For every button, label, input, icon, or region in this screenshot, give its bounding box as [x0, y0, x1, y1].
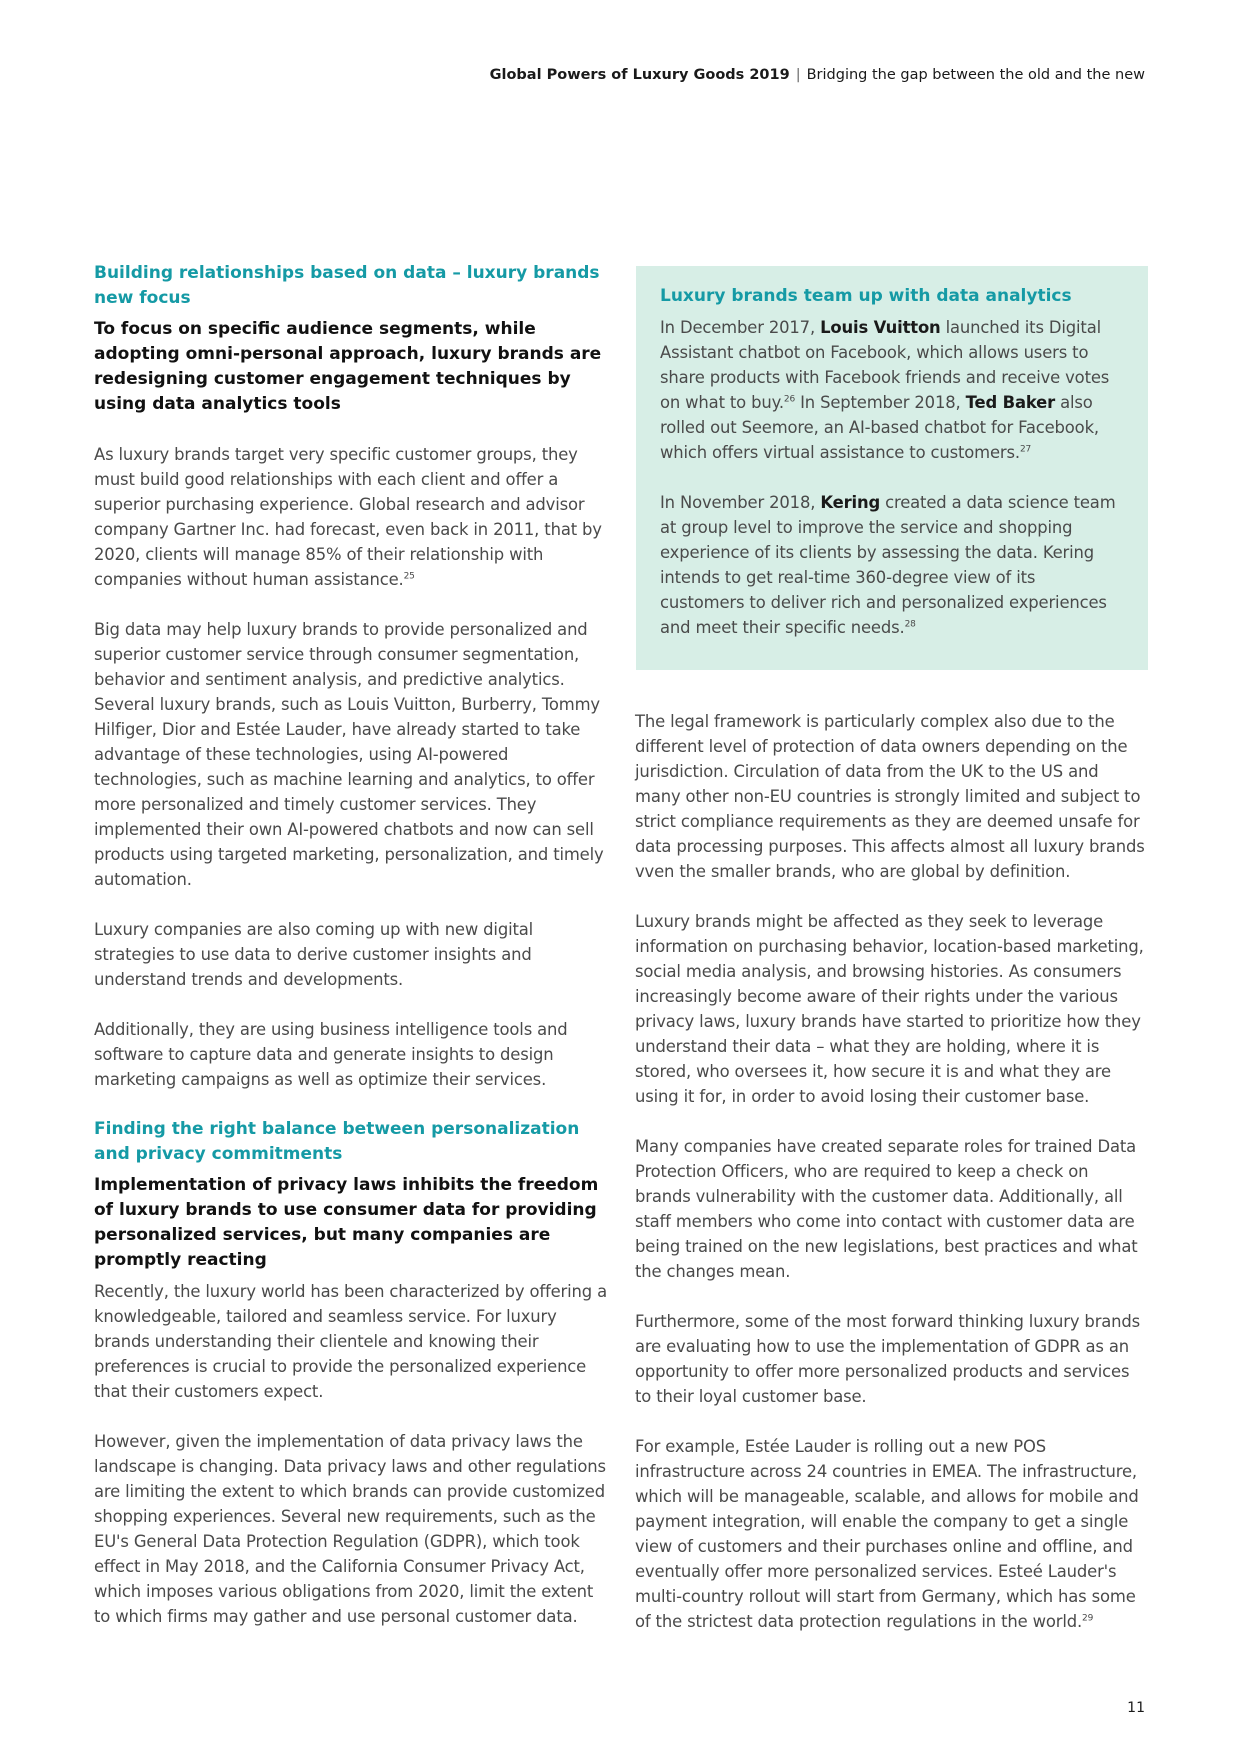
paragraph: Many companies have created separate roles for trained Data Protection Officers, who are required to keep a check on brands vulnerability with the customer data. Additionally, all staff members who come into contact with customer data are being trained on the new legislations, best practices and what the changes mean. [635, 1137, 1138, 1281]
sidebar-heading: Luxury brands team up with data analytics [660, 286, 1072, 306]
paragraph: As luxury brands target very specific customer groups, they must build good relationships with each client and offer a superior purchasing experience. Global research and advisor company Gartner Inc. had forecast, even back in 2011, that by 2020, clients will manage 85% of their relationship with companies without human assistance.$^{25}$ [94, 445, 602, 589]
sidebar-paragraph: In December 2017, Louis Vuitton launched its Digital Assistant chatbot on Facebook, which allows users to share products with Facebook friends and receive votes on what to buy.$^{26}$ In September 2018, Ted Baker also rolled out Seemore, an AI-based chatbot for Facebook, which offers virtual assistance to customers.$^{27}$ [660, 318, 1110, 462]
brand-name: Louis Vuitton [820, 318, 941, 337]
publication-title: Global Powers of Luxury Goods 2019 [489, 67, 790, 83]
paragraph: For example, Estée Lauder is rolling out a new POS infrastructure across 24 countries in EMEA. The infrastructure, which will be manageable, scalable, and allows for mobile and payment integration, will enable the company to get a single view of customers and their purchases online and offline, and eventually offer more personalized services. Esteé Lauder's multi-country rollout will start from Germany, which has some of the strictest data protection regulations in the world.$^{29}$ [635, 1437, 1139, 1631]
brand-name: Kering [820, 493, 881, 512]
paragraph: Big data may help luxury brands to provide personalized and superior customer service through consumer segmentation, behavior and sentiment analysis, and predictive analytics. Several luxury brands, such as Louis Vuitton, Burberry, Tommy Hilfiger, Dior and Estée Lauder, have already started to take advantage of these technologies, using AI-powered technologies, such as machine learning and analytics, to offer more personalized and timely customer services. They implemented their own AI-powered chatbots and now can sell products using targeted marketing, personalization, and timely automation. [94, 620, 604, 889]
brand-name: Ted Baker [965, 393, 1056, 412]
footnote-ref[interactable]: 27 [1019, 444, 1032, 455]
footnote-ref[interactable]: 25 [403, 571, 415, 582]
paragraph: The legal framework is particularly complex also due to the different level of protection of data owners depending on the jurisdiction. Circulation of data from the UK to the US and many other non-EU countries is strongly limited and subject to strict compliance requirements as they are deemed unsafe for data processing purposes. This affects almost all luxury brands vven the smaller brands, who are global by definition. [635, 712, 1145, 881]
footnote-ref[interactable]: 26 [783, 394, 796, 405]
left-column [94, 261, 612, 1629]
lead-text-data: To focus on specific audience segments, while adopting omni-personal approach, luxury brands are redesigning customer engagement techniques by using data analytics tools [94, 319, 602, 414]
publication-subtitle: Bridging the gap between the old and the new [806, 67, 1145, 83]
paragraph: Additionally, they are using business intelligence tools and software to capture data and generate insights to design marketing campaigns as well as optimize their services. [94, 1020, 568, 1089]
sidebar-box [636, 266, 1148, 670]
section-heading-privacy: Finding the right balance between personalization and privacy commitments [94, 1119, 580, 1164]
paragraph: Recently, the luxury world has been characterized by offering a knowledgeable, tailored and seamless service. For luxury brands understanding their clientele and knowing their preferences is crucial to provide the personalized experience that their customers expect. [94, 1282, 608, 1401]
page-number: 11 [1127, 1700, 1145, 1716]
sidebar-paragraph: In November 2018, Kering created a data science team at group level to improve the service and shopping experience of its clients by assessing the data. Kering intends to get real-time 360-degree view of its customers to deliver rich and personalized experiences and meet their specific needs.$^{28}$ [660, 493, 1116, 637]
right-column [635, 709, 1145, 1634]
paragraph: Luxury companies are also coming up with new digital strategies to use data to derive customer insights and understand trends and developments. [94, 920, 534, 989]
paragraph: Furthermore, some of the most forward thinking luxury brands are evaluating how to use the implementation of GDPR as an opportunity to offer more personalized products and services to their loyal customer base. [635, 1312, 1141, 1406]
section-heading-data: Building relationships based on data – luxury brands new focus [94, 263, 600, 308]
running-header [490, 67, 1145, 83]
header-separator: | [795, 67, 801, 83]
footnote-ref[interactable]: 28 [904, 619, 916, 630]
lead-text-privacy: Implementation of privacy laws inhibits the freedom of luxury brands to use consumer data for providing personalized services, but many companies are promptly reacting [94, 1175, 599, 1270]
paragraph: Luxury brands might be affected as they seek to leverage information on purchasing behavior, location-based marketing, social media analysis, and browsing histories. As consumers increasingly become aware of their rights under the various privacy laws, luxury brands have started to prioritize how they understand their data – what they are holding, where it is stored, who oversees it, how secure it is and what they are using it for, in order to avoid losing their customer base. [635, 912, 1144, 1106]
paragraph: However, given the implementation of data privacy laws the landscape is changing. Data privacy laws and other regulations are limiting the extent to which brands can provide customized shopping experiences. Several new requirements, such as the EU's General Data Protection Regulation (GDPR), which took effect in May 2018, and the California Consumer Privacy Act, which imposes various obligations from 2020, limit the extent to which firms may gather and use personal customer data. [94, 1432, 606, 1626]
footnote-ref[interactable]: 29 [1082, 1613, 1094, 1624]
